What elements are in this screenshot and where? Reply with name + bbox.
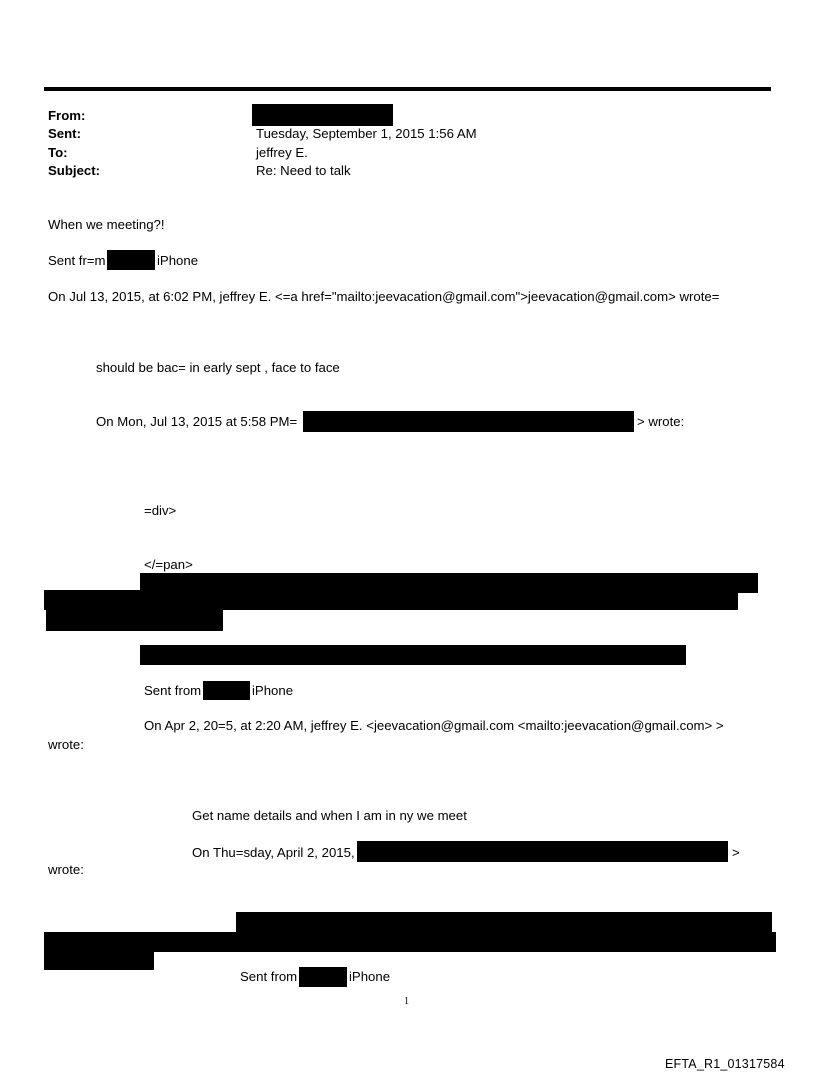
redaction-device bbox=[107, 250, 155, 270]
redaction-sender bbox=[303, 411, 634, 432]
page-number: 1 bbox=[404, 996, 409, 1007]
quoted-header-suffix: > wrote: bbox=[637, 414, 685, 429]
redaction-block bbox=[44, 590, 738, 610]
redaction-sender bbox=[357, 841, 728, 862]
redaction-block bbox=[140, 645, 686, 665]
quoted-header: On Jul 13, 2015, at 6:02 PM, jeffrey E. <=a href="mailto:jeevacation@gmail.com">jeevacation@gmail.com> wrote= bbox=[48, 289, 720, 304]
header-rule bbox=[44, 87, 771, 91]
subject-label: Subject: bbox=[48, 163, 101, 178]
sent-from-label: Sent from bbox=[240, 969, 298, 984]
redaction-device bbox=[299, 967, 347, 987]
redaction-block bbox=[236, 912, 772, 933]
redaction-block bbox=[44, 932, 776, 952]
from-label: From: bbox=[48, 108, 86, 123]
quoted-header: On Apr 2, 20=5, at 2:20 AM, jeffrey E. <jeevacation@gmail.com <mailto:jeevacation@gmail.com> > bbox=[144, 718, 724, 733]
subject-value: Re: Need to talk bbox=[256, 163, 351, 178]
sent-from-prefix: Sent fr=m bbox=[48, 253, 106, 268]
quoted-header-suffix: > bbox=[732, 845, 740, 860]
sent-from-device: iPhone bbox=[252, 683, 294, 698]
body-line: When we meeting?! bbox=[48, 217, 165, 232]
quoted-header-wrap: wrote: bbox=[48, 862, 84, 877]
reply-line: should be bac= in early sept , face to face bbox=[96, 360, 340, 375]
sent-label: Sent: bbox=[48, 126, 81, 141]
document-id: EFTA_R1_01317584 bbox=[665, 1057, 785, 1071]
quoted-header-wrap: wrote: bbox=[48, 737, 84, 752]
markup-fragment: =div> bbox=[144, 503, 177, 518]
quoted-header-prefix: On Thu=sday, April 2, 2015, bbox=[192, 845, 355, 860]
markup-fragment: </=pan> bbox=[144, 557, 193, 572]
sent-from-device: iPhone bbox=[349, 969, 391, 984]
sent-from-label: Sent from bbox=[144, 683, 202, 698]
redaction-block bbox=[44, 951, 154, 970]
sent-value: Tuesday, September 1, 2015 1:56 AM bbox=[256, 126, 477, 141]
quoted-header-prefix: On Mon, Jul 13, 2015 at 5:58 PM= bbox=[96, 414, 298, 429]
sent-from-suffix: iPhone bbox=[157, 253, 199, 268]
redaction-device bbox=[203, 681, 250, 700]
redaction-block bbox=[46, 610, 223, 631]
redaction-from bbox=[252, 104, 393, 126]
reply-line: Get name details and when I am in ny we meet bbox=[192, 808, 467, 823]
to-value: jeffrey E. bbox=[256, 145, 308, 160]
to-label: To: bbox=[48, 145, 68, 160]
